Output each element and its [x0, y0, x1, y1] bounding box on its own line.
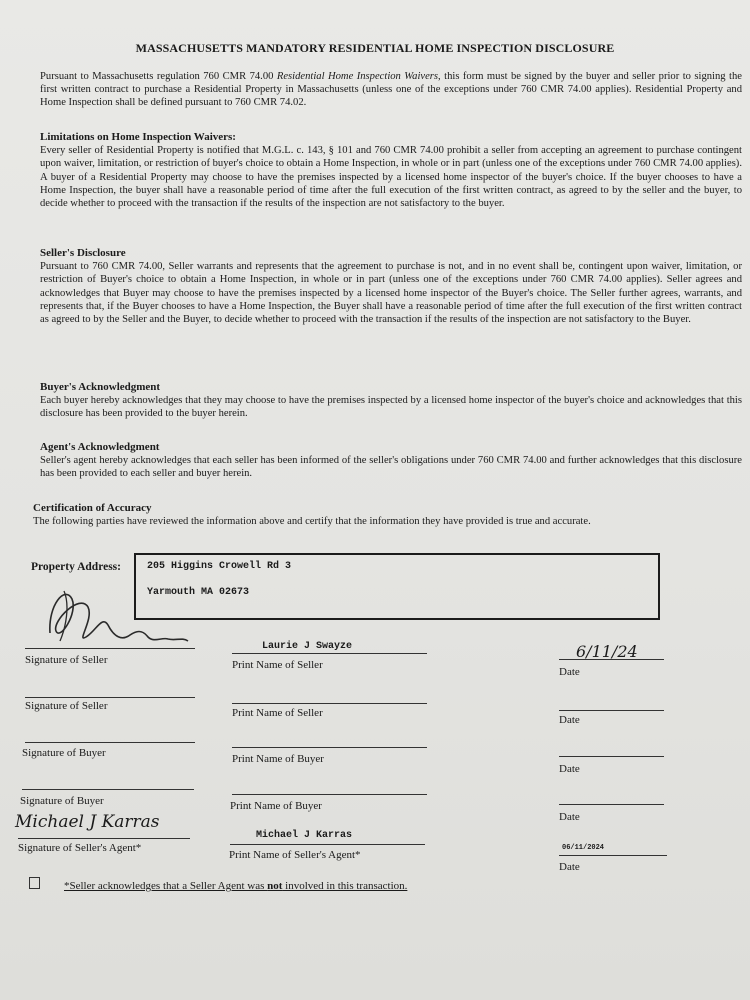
section-body: Every seller of Residential Property is notified that M.G.L. c. 143, § 101 and 760 CMR 74.00 prohibit a seller from accepting an agreement to purchase contingent upon waiver, limitation, or restriction of buyer's choice to obtain a Home Inspection, in whole or in part (unless one of the exceptions under 760 CMR 74.00 applies). A buyer of a Residential Property may choose to have the premises inspected by a licensed home inspector of the buyer's choice. If the buyer chooses to have a Home Inspection, the buyer shall have a reasonable period of time after the full execution of the first written contract, as agreed to by the seller and the buyer, to decide whether to proceed with the transaction if the results of the inspection are not satisfactory to the buyer. — [40, 145, 742, 210]
buyer-signature-line-2[interactable] — [22, 789, 194, 790]
property-address-label: Property Address: — [31, 561, 121, 573]
agent-signature-line[interactable] — [18, 838, 190, 839]
print-name-line-4[interactable] — [232, 794, 427, 795]
signature-label: Signature of Buyer — [20, 795, 104, 807]
print-name-line-5[interactable] — [230, 844, 425, 845]
date-label: Date — [559, 861, 580, 873]
print-name-line-3[interactable] — [232, 747, 427, 748]
seller-signature-line-2[interactable] — [25, 697, 195, 698]
form-title: MASSACHUSETTS MANDATORY RESIDENTIAL HOME INSPECTION DISCLOSURE — [135, 41, 615, 55]
seller-signature-line-1[interactable] — [25, 648, 195, 649]
footnote-post: involved in this transaction. — [282, 880, 408, 892]
footnote-bold: not — [267, 880, 283, 892]
seller-signature-scribble — [30, 585, 200, 655]
print-name-label: Print Name of Buyer — [230, 800, 322, 812]
date-line-5[interactable] — [559, 855, 667, 856]
property-address-line2: Yarmouth MA 02673 — [147, 587, 250, 598]
section-heading: Limitations on Home Inspection Waivers: — [40, 131, 236, 143]
date-line-1[interactable] — [559, 659, 664, 660]
signature-label: Signature of Seller — [25, 700, 108, 712]
section-heading: Agent's Acknowledgment — [40, 441, 160, 453]
section-certification — [33, 502, 735, 528]
section-body: Pursuant to 760 CMR 74.00, Seller warrants and represents that the agreement to purchase is not, and in no event shall be, contingent upon waiver, limitation, or restriction of Buyer's choice to obtain a Home Inspection, in whole or in part (unless one of the exceptions under 760 CMR 74.00 applies). Seller agrees and acknowledges that Buyer may choose to have the premises inspected by a licensed home inspector of the Buyer's choice. The Seller further agrees, warrants, and represents that, if the Buyer chooses to have a Home Inspection, the Buyer shall have a reasonable period of time after the full execution of the first written contract as agreed to by the Seller and the Buyer, to decide whether to proceed with the transaction if the results of the inspection are not satisfactory to the Buyer. — [40, 261, 742, 326]
intro-regulation-title: Residential Home Inspection Waivers — [276, 71, 439, 82]
print-name-label: Print Name of Buyer — [232, 753, 324, 765]
intro-post: , this form must be signed by the buyer and seller prior to signing the first written contract to purchase a Residential Property in Massachusetts (unless one of the exceptions under 760 CMR 74.00 applies). Residential Property and Home Inspection shall be defined pursuant to 760 CMR 74.02. — [40, 71, 742, 109]
property-address-line1: 205 Higgins Crowell Rd 3 — [147, 561, 292, 572]
print-name-label: Print Name of Seller — [232, 707, 323, 719]
signature-label: Signature of Seller — [25, 654, 108, 666]
section-body: Seller's agent hereby acknowledges that each seller has been informed of the seller's obligations under 760 CMR 74.00 and further acknowledges that this disclosure has been provided to each seller and buyer herein. — [40, 455, 742, 480]
date-value-handwritten: 6/11/24 — [576, 642, 638, 661]
print-name-label: Print Name of Seller's Agent* — [229, 849, 361, 861]
date-value-stamp: 06/11/2024 — [562, 844, 605, 852]
signature-label: Signature of Buyer — [22, 747, 106, 759]
section-agent-acknowledgment — [40, 441, 742, 481]
buyer-signature-line-1[interactable] — [25, 742, 195, 743]
print-name-line-1[interactable] — [232, 653, 427, 654]
agent-signature-handwritten: Michael J Karras — [15, 812, 160, 832]
print-name-line-2[interactable] — [232, 703, 427, 704]
section-body: Each buyer hereby acknowledges that they may choose to have the premises inspected by a licensed home inspector of the buyer's choice and acknowledges that this disclosure has been provided to the buyer herein. — [40, 395, 742, 420]
section-heading: Certification of Accuracy — [33, 502, 152, 514]
date-label: Date — [559, 811, 580, 823]
intro-pre: Pursuant to Massachusetts regulation 760 CMR 74.00 — [40, 71, 277, 82]
section-seller-disclosure — [40, 247, 742, 326]
date-line-4[interactable] — [559, 804, 664, 805]
property-address-box[interactable] — [134, 553, 660, 620]
print-name-value: Michael J Karras — [256, 830, 353, 841]
date-line-2[interactable] — [559, 710, 664, 711]
section-buyer-acknowledgment — [40, 381, 742, 421]
section-limitations — [40, 131, 742, 210]
date-line-3[interactable] — [559, 756, 664, 757]
section-heading: Seller's Disclosure — [40, 247, 126, 259]
footnote-pre: *Seller acknowledges that a Seller Agent was — [64, 880, 268, 892]
date-label: Date — [559, 763, 580, 775]
section-body: The following parties have reviewed the information above and certify that the information they have provided is true and accurate. — [33, 516, 591, 528]
seller-agent-acknowledgment — [64, 880, 407, 892]
print-name-value: Laurie J Swayze — [262, 641, 353, 652]
intro-paragraph — [40, 70, 742, 110]
section-heading: Buyer's Acknowledgment — [40, 381, 161, 393]
no-seller-agent-checkbox[interactable] — [29, 877, 40, 889]
signature-label: Signature of Seller's Agent* — [18, 842, 142, 854]
date-label: Date — [559, 714, 580, 726]
date-label: Date — [559, 666, 580, 678]
print-name-label: Print Name of Seller — [232, 659, 323, 671]
